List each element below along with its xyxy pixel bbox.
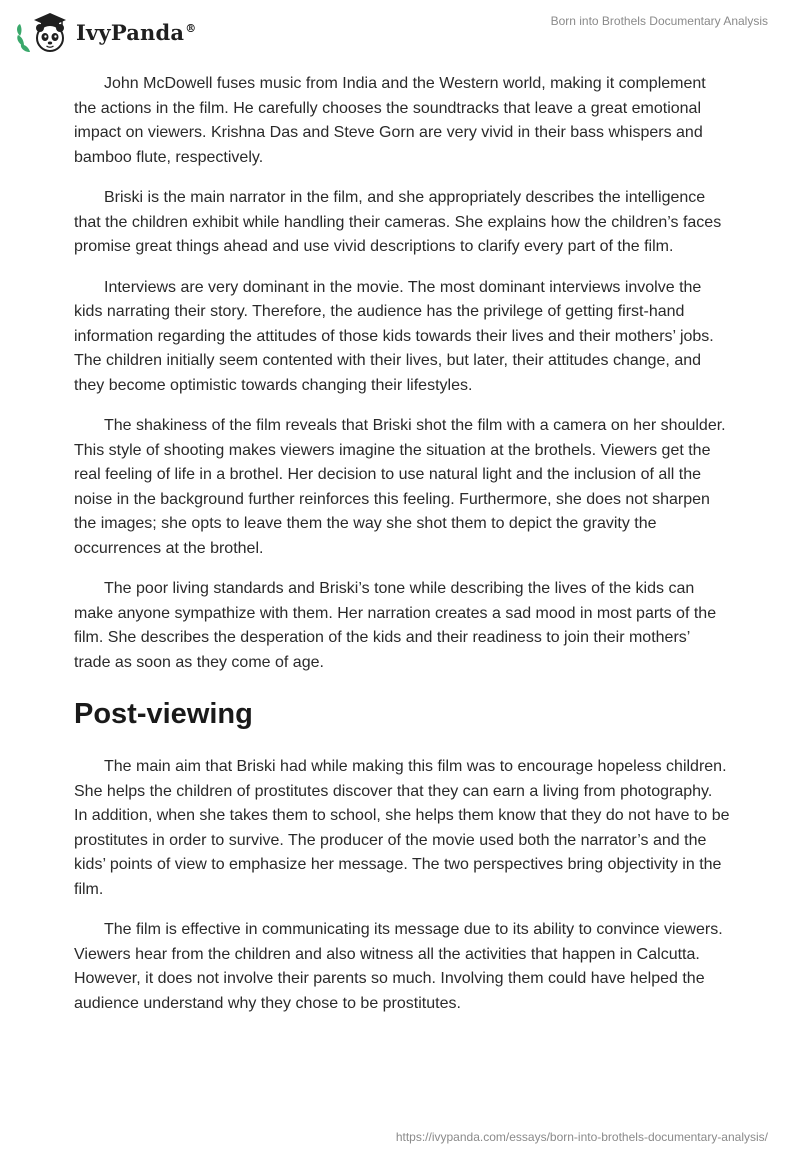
registered-mark: ® xyxy=(185,21,197,35)
brand-name: IvyPanda xyxy=(76,19,185,45)
paragraph: The poor living standards and Briski’s tone while describing the lives of the kids can make anyone sympathize with them. Her narration creates a sad mood in most parts of the film. She describes the desperation of the kids and their readiness to join their mothers’ trade as soon as they come of age. xyxy=(74,580,717,671)
panda-graduation-cap-icon xyxy=(14,10,72,54)
paragraph: Briski is the main narrator in the film, and she appropriately describes the intelligence that the children exhibit while handling their cameras. She explains how the children’s faces promise great things ahead and use vivid descriptions to clarify every part of the film. xyxy=(74,189,722,255)
paragraph: Interviews are very dominant in the movie. The most dominant interviews involve the kids narrating their story. Therefore, the audience has the privilege of getting first-hand information regarding the attitudes of those kids towards their lives and their mothers’ jobs. The children initially seem contented with their lives, but later, their attitudes change, and they become optimistic towards changing their lifestyles. xyxy=(74,278,714,394)
source-url[interactable]: https://ivypanda.com/essays/born-into-brothels-documentary-analysis/ xyxy=(395,1130,768,1144)
paragraph: The shakiness of the film reveals that Briski shot the film with a camera on her shoulder. This style of shooting makes viewers imagine the situation at the brothels. Viewers get the real feeling of life in a brothel. Her decision to use natural light and the inclusion of all the noise in the background further reinforces this feeling. Furthermore, she does not sharpen the images; she opts to leave them the way she shot them to depict the gravity the occurrences at the brothel. xyxy=(74,417,726,557)
paragraph: John McDowell fuses music from India and the Western world, making it complement the actions in the film. He carefully chooses the soundtracks that leave a great emotional impact on viewers. Krishna Das and Steve Gorn are very vivid in their bass whispers and bamboo flute, respectively. xyxy=(74,75,706,166)
document-title: Born into Brothels Documentary Analysis xyxy=(550,14,768,28)
page-header xyxy=(0,0,800,70)
section-heading: Post-viewing xyxy=(74,698,253,730)
paragraph: The film is effective in communicating its message due to its ability to convince viewers. Viewers hear from the children and also witness all the activities that happen in Calcutta. However, it does not involve their parents so much. Involving them could have helped the audience understand why they chose to be prostitutes. xyxy=(74,921,723,1012)
essay-body xyxy=(74,72,730,1032)
paragraph: The main aim that Briski had while making this film was to encourage hopeless children. She helps the children of prostitutes discover that they can earn a living from photography. In addition, when she takes them to school, she helps them know that they do not have to be prostitutes in order to survive. The producer of the movie used both the narrator’s and the kids’ points of view to emphasize her message. The two perspectives bring objectivity in the film. xyxy=(74,758,730,898)
ivypanda-logo[interactable] xyxy=(14,10,196,54)
